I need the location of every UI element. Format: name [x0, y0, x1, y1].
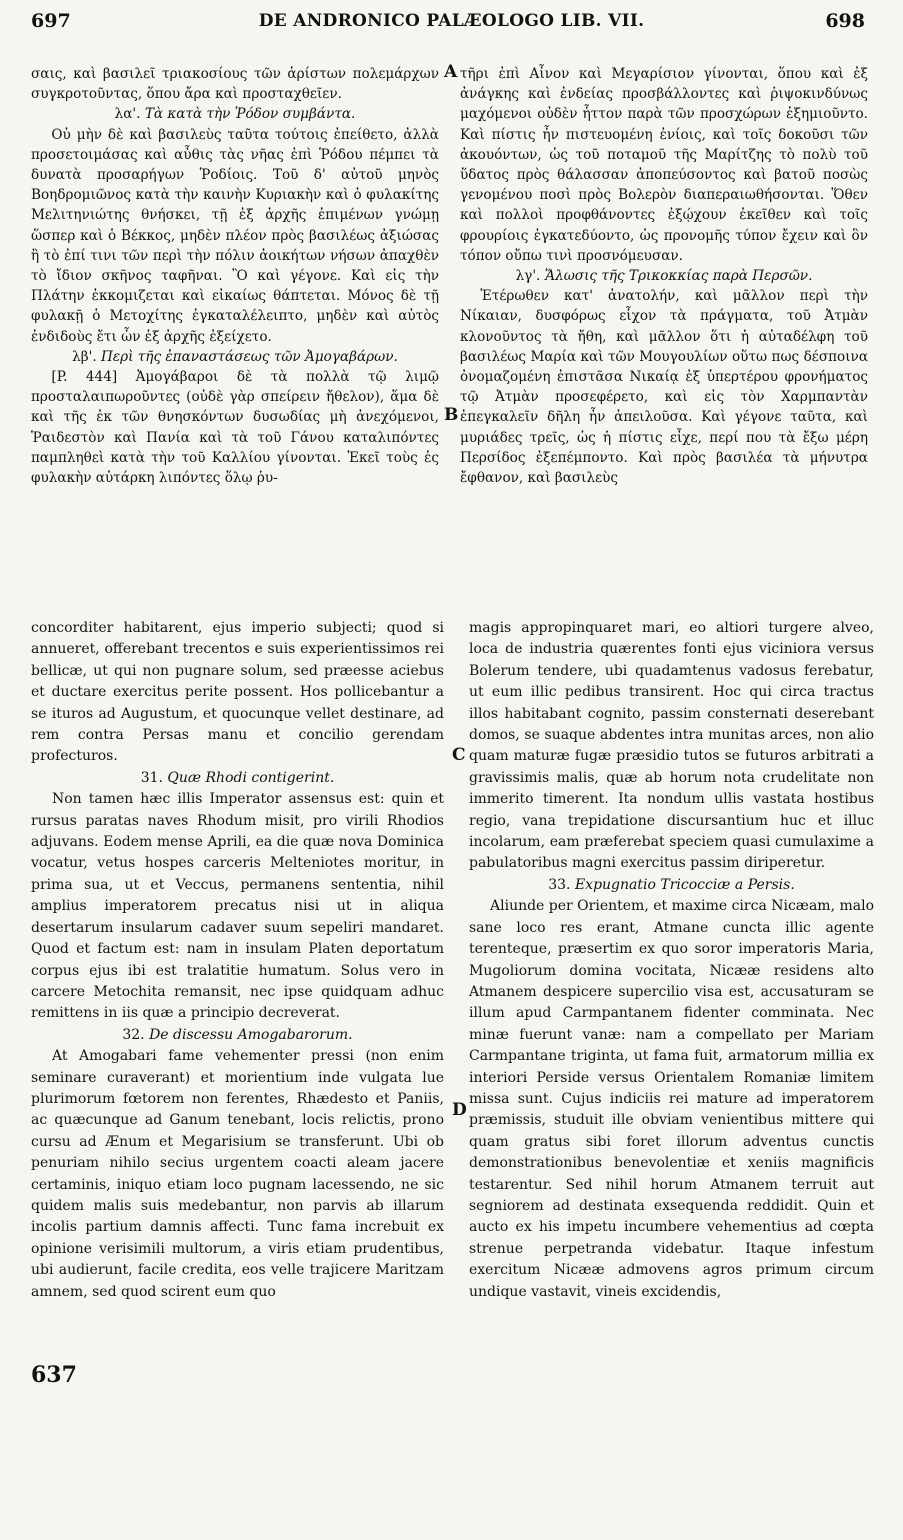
greek-column-right — [460, 64, 868, 599]
section-heading — [460, 266, 868, 286]
section-title: Expugnatio Tricocciæ a Persis. — [574, 876, 795, 893]
page-number-right: 698 — [825, 10, 865, 32]
greek-paragraph: [P. 444] Ἀμογάβαροι δὲ τὰ πολλὰ τῷ λιμῷ προσταλαιπωροῦντες (οὐδὲ γὰρ σπείρειν ἤθελον), ἅμα δὲ καὶ τῆς ἐκ τῶν θνησκόντων δυσωδίας μὴ ἀνεχόμενοι, Ῥαιδεστὸν καὶ Πανία καὶ τὰ τοῦ Γάνου καταλιπόντες παμπληθεὶ κατὰ τὴν τοῦ Καλλίου γίνονται. Ἐκεῖ τοὺς ἐς φυλακὴν αὐτάρκη λιπόντες ὅλῳ ῥυ- — [31, 369, 439, 487]
section-title: Περὶ τῆς ἐπαναστάσεως τῶν Ἀμογαβάρων. — [101, 348, 398, 365]
section-heading — [469, 875, 874, 896]
section-number: λα'. — [114, 106, 141, 123]
running-title: DE ANDRONICO PALÆOLOGO LIB. VII. — [258, 11, 645, 31]
greek-continuation: σαις, καὶ βασιλεῖ τριακοσίους τῶν ἀρίστων πολεμάρχων συγκροτοῦντας, ὅπου ἄρα καὶ προσταχθεῖεν. — [31, 66, 439, 103]
section-number: λγ'. — [515, 268, 541, 285]
latin-continuation: concorditer habitarent, ejus imperio subjecti; quod si annueret, offerebant trecentos e suis experientissimos rei bellicæ, ut qui non pugnare solum, sed præesse aciebus et ductare exercitus perite possent. Hos pollicebantur a se ituros ad Augustum, et quocunque vellet destinare, ad rem contra Persas manu et concilio gerendam profecturos. — [31, 620, 444, 765]
section-title: Quæ Rhodi contigerint. — [167, 769, 335, 786]
margin-marker-b: B — [444, 405, 459, 425]
latin-paragraph: Aliunde per Orientem, et maxime circa Nicæam, malo sane loco res erant, Atmane cuncta illic agente terenteque, præsertim ex quo soror imperatoris Maria, Mugoliorum domina vocitata, Nicææ residens alto Atmanem despicere supercilio visa est, accusaturam se illum apud Carmpantanem fidenter comminata. Nec minæ fuerunt vanæ: nam a compellato per Mariam Carmpantane triginta, ut fama fuit, armatorum millia ex interiori Perside versus Orientalem Romaniæ limitem missa sunt. Cujus indiciis rei mature ad imperatorem præmissis, studuit ille obviam venientibus mittere qui quam gratus sibi foret illorum adventus cunctis demonstrationibus benevolentiæ et xeniis magnificis testarentur. Sed nihil horum Atmanem terruit aut segniorem ad destinata exsequenda reddidit. Quin et aucto ex his impetu incumbere vehementius ad cœpta strenue perpetranda videbatur. Itaque infestum exercitum Nicææ admovens agros primum circum undique vastavit, vineis excidendis, — [469, 898, 874, 1300]
latin-paragraph: Non tamen hæc illis Imperator assensus est: quin et rursus paratas naves Rhodum misit, pro virili Rhodios adjuvans. Eodem mense Aprili, ea die quæ nova Dominica vocatur, vetus hospes carceris Melteniotes moritur, in prima sua, ut et Veccus, permanens sententia, nihil amplius imperatorem precatus nisi ut in aliqua desertarum insularum cadaver suum sepeliri mandaret. Quod et factum est: nam in insulam Platen deportatum corpus ejus ibi est tralatitie humatum. Solus vero in carcere Metochita remansit, nec ipse quidquam adhuc remittens in iis quæ a principio decreverat. — [31, 791, 444, 1022]
greek-column-left — [31, 64, 439, 599]
running-header — [0, 10, 903, 40]
section-heading — [31, 768, 444, 789]
margin-marker-d: D — [452, 1100, 467, 1120]
section-heading — [31, 347, 439, 367]
margin-marker-a: A — [444, 62, 458, 82]
folio-number: 637 — [31, 1362, 80, 1388]
margin-marker-c: C — [452, 745, 466, 765]
section-title: Ἅλωσις τῆς Τρικοκκίας παρὰ Περσῶν. — [544, 268, 813, 285]
latin-column-right — [469, 618, 874, 1530]
latin-column-left — [31, 618, 444, 1530]
greek-paragraph: Οὐ μὴν δὲ καὶ βασιλεὺς ταῦτα τούτοις ἐπείθετο, ἀλλὰ προσετοιμάσας καὶ αὖθις τὰς νῆας ἐπὶ Ῥόδου πέμπει τὰ δυνατὰ προσαρήγων Ῥοδίοις. Τοῦ δ' αὐτοῦ μηνὸς Βοηδρομιῶνος κατὰ τὴν καινὴν Κυριακὴν καὶ ὁ φυλακίτης Μελιτηνιώτης θνήσκει, τῇ ἐξ ἀρχῆς ἐπιμένων γνώμῃ ὥσπερ καὶ ὁ Βέκκος, μηδὲν πλέον πρὸς βασιλέως ἀξιώσας ἢ τὸ ἐπί τινι τῶν περὶ τὴν πόλιν ἀοικήτων νήσων ἀπαχθὲν τὸ ἴδιον σκῆνος ταφῆναι. Ὃ καὶ γέγονε. Καὶ εἰς τὴν Πλάτην ἐκκομιζεται καὶ εἰκαίως θάπτεται. Μόνος δὲ τῇ φυλακῇ ὁ Μετοχίτης ἐγκαταλέλειπτο, μηδὲν καὶ αὐτὸς ἐνδιδοὺς ἔτι ὧν ἐξ ἀρχῆς ἐξείχετο. — [31, 126, 439, 345]
greek-continuation: τῆρι ἐπὶ Αἶνον καὶ Μεγαρίσιον γίνονται, ὅπου καὶ ἐξ ἀνάγκης καὶ ἐνδείας προσβάλλοντες καὶ ῥιψοκινδύνως μαχόμενοι οὐδὲν ἧττον παρὰ τῶν προσχώρων ἐξημιοῦντο. Καὶ πίστις ἦν πιστευομένη ἐνίοις, καὶ τοῖς δοκοῦσι τῶν ἀκουόντων, ὡς τοῦ ποταμοῦ τῆς Μαρίτζης τὸ πολὺ τοῦ ὕδατος πρὸς θάλασσαν ἀποπεύσοντος καὶ βατοῦ ποσὼς γενομένου ποσὶ πρὸς Βολερὸν διαπεραιωθήσονται. Ὅθεν καὶ πολλοὶ προφθάνοντες ἐξῴχουν ἐκεῖθεν καὶ τοῖς φρουρίοις ἐγκατεδύοντο, ὡς προνομῆς τύπον ἔχειν καὶ ὃν τόπον οὔπω τινὶ προσνόμευσαν. — [460, 66, 868, 264]
latin-continuation: magis appropinquaret mari, eo altiori turgere alveo, loca de industria quærentes fonti ejus viciniora versus Bolerum tendere, ubi quadamtenus vadosus ferebatur, ut eum illic pedibus transirent. Hoc qui circa tractus illos habitabant cognito, passim consternati deserebant domos, se suaque abdentes intra munitas arces, non alio quam maturæ fugæ præsidio tutos se futuros arbitrati a gravissimis malis, quæ ab horum nota crudelitate non immerito timerent. Ita nondum ullis vastata hostibus regio, vana trepidatione discursantium huc et illuc incolarum, eam præferebat speciem quasi cumulaxime a pabulatoribus magni exercitus passim diriperetur. — [469, 620, 874, 872]
section-title: Τὰ κατὰ τὴν Ῥόδον συμβάντα. — [144, 106, 356, 123]
section-number: 31. — [140, 769, 163, 786]
page-number-left: 697 — [31, 10, 71, 32]
latin-paragraph: At Amogabari fame vehementer pressi (non enim seminare curaverant) et morientium inde vulgata lue plurimorum fœtorem non ferentes, Rhædesto et Paniis, ac quæcunque ad Ganum tenebant, locis relictis, prono cursu ad Ænum et Megarisium se transferunt. Ubi ob penuriam nihilo secius urgentem coacti aleam jacere certaminis, iniquo etiam loco pugnam lacessendo, ne sic quidem malis suis medebantur, non parvis ab illarum incolis partium damnis affecti. Tunc fama increbuit ex opinione verisimili multorum, a viris etiam prudentibus, ubi audierunt, facile credita, eos velle trajicere Maritzam amnem, sed quod scirent eum quo — [31, 1048, 444, 1300]
section-heading — [31, 104, 439, 124]
section-number: λβ'. — [72, 348, 97, 365]
section-number: 32. — [122, 1026, 145, 1043]
greek-paragraph: Ἑτέρωθεν κατ' ἀνατολήν, καὶ μᾶλλον περὶ τὴν Νίκαιαν, δυσφόρως εἶχον τὰ πράγματα, τοῦ Ἀτμὰν κλονοῦντος τὰ ἤθη, καὶ μᾶλλον ὅτι ἡ αὐταδέλφη τοῦ βασιλέως Μαρία καὶ τῶν Μουγουλίων οὕτω πως δέσποινα ὀνομαζομένη ἐπιστᾶσα Νικαίᾳ ἐξ ὑπερτέρου φρονήματος τῷ Ἀτμὰν προσεφέρετο, καὶ εἰς τὸν Χαρμπαντὰν ἐπεγκαλεῖν δῆλη ἦν ἀπειλοῦσα. Καὶ γέγονε ταῦτα, καὶ μυριάδες τρεῖς, ὡς ἡ πίστις εἶχε, περί που τὰ ἔξω μέρη Περσίδος ἐξεπέμποντο. Καὶ πρὸς βασιλέα τὰ μήνυτρα ἔφθανον, καὶ βασιλεὺς — [460, 288, 868, 487]
section-heading — [31, 1025, 444, 1046]
section-title: De discessu Amogabarorum. — [149, 1026, 353, 1043]
section-number: 33. — [548, 876, 571, 893]
